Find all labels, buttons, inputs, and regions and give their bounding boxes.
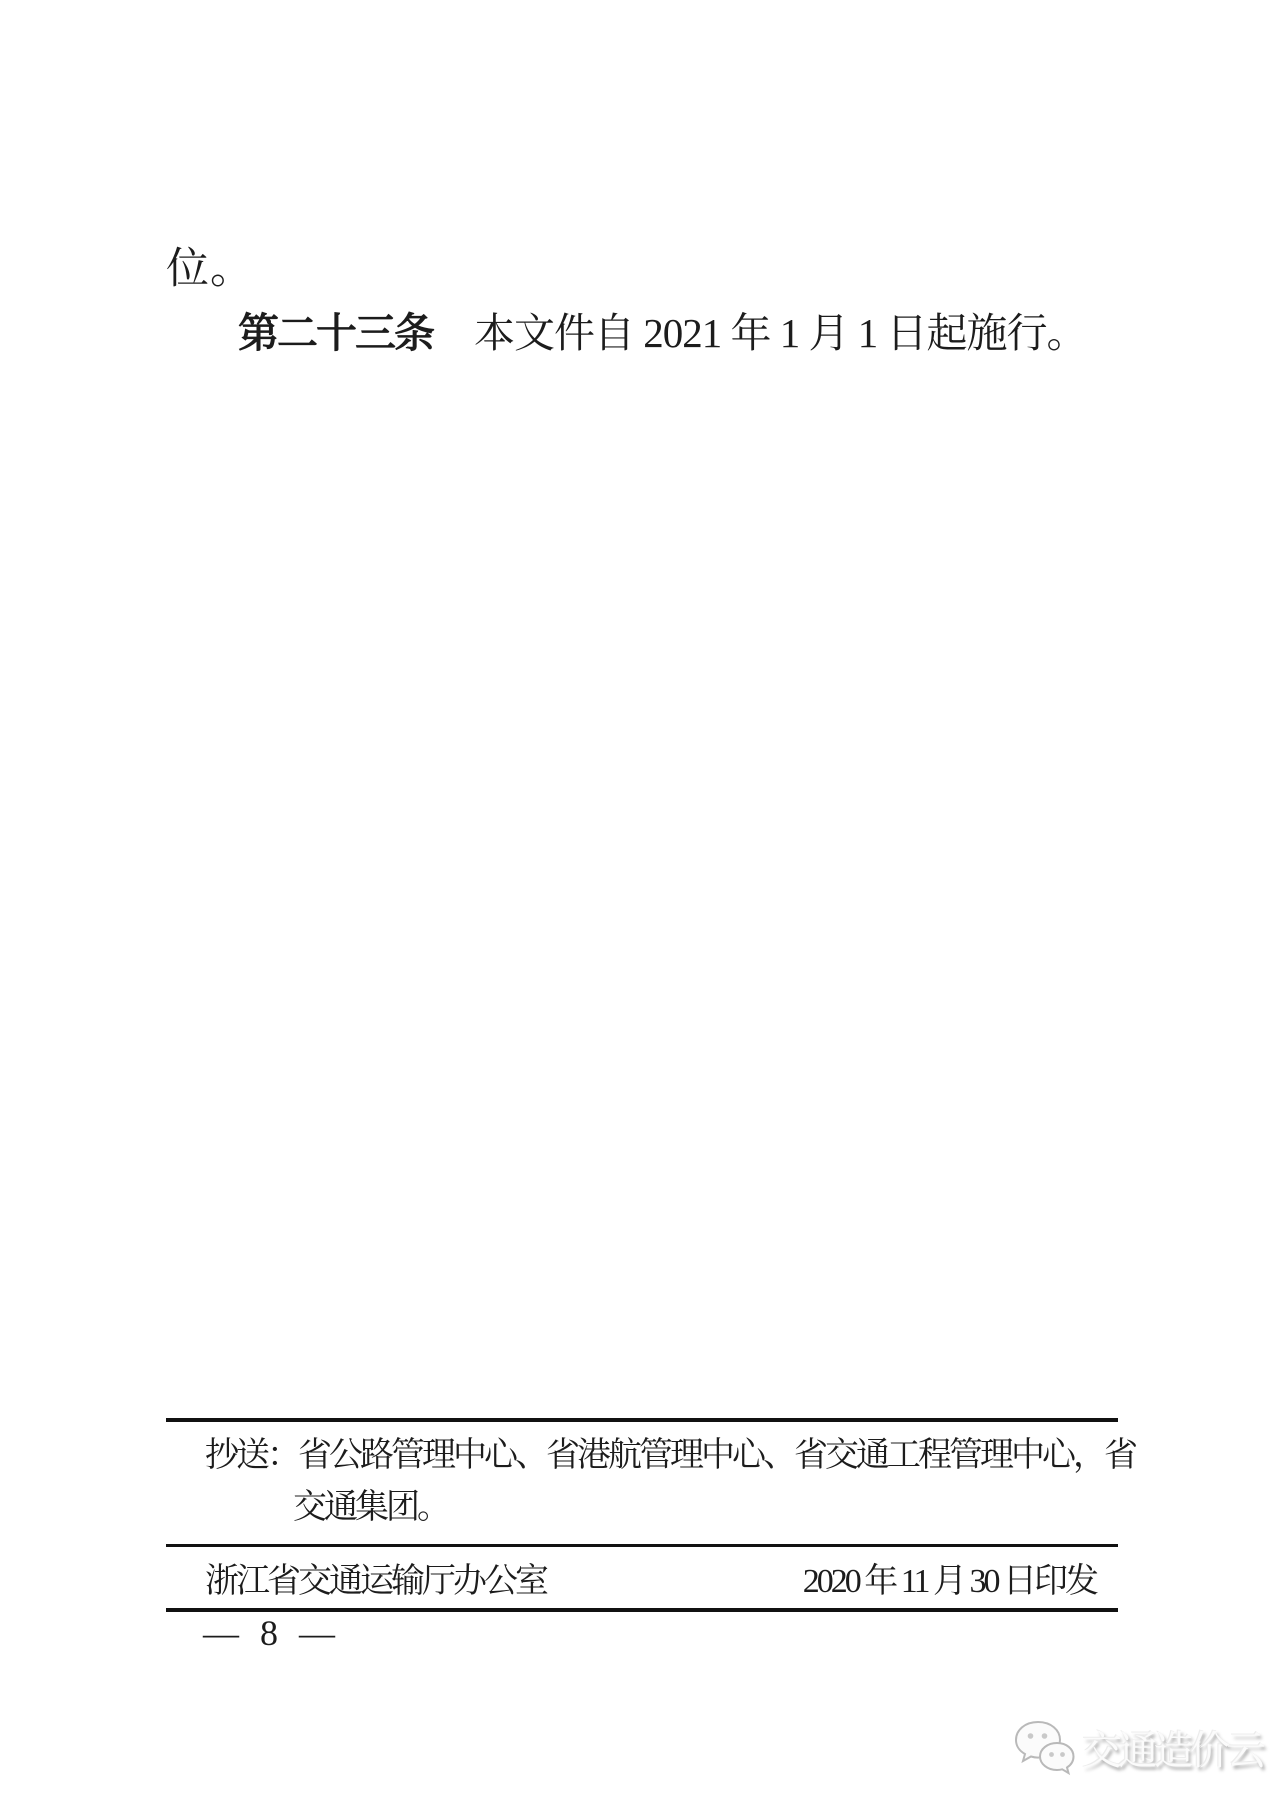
watermark (1012, 1718, 1262, 1776)
wechat-chat-bubbles-icon (1012, 1718, 1076, 1776)
body-article-line (166, 305, 1087, 361)
article-text: 本文件自 2021 年 1 月 1 日起施行。 (474, 310, 1087, 356)
cc-line-1: 抄送：省公路管理中心、省港航管理中心、省交通工程管理中心，省 (205, 1437, 1135, 1474)
page-number: — 8 — (203, 1613, 341, 1653)
issuing-office: 浙江省交通运输厅办公室 (205, 1563, 546, 1600)
watermark-text: 交通造价云 (1082, 1728, 1262, 1773)
body-paragraph-continuation: 位。 (166, 246, 254, 293)
cc-section (166, 1422, 1135, 1544)
colophon-block (166, 1418, 1135, 1612)
cc-line-2: 交通集团。 (293, 1489, 448, 1526)
article-number-label: 第二十三条 (238, 310, 433, 356)
publisher-row (166, 1547, 1118, 1608)
article-label-gap (433, 310, 474, 356)
print-date: 2020 年 11 月 30 日印发 (802, 1563, 1096, 1600)
